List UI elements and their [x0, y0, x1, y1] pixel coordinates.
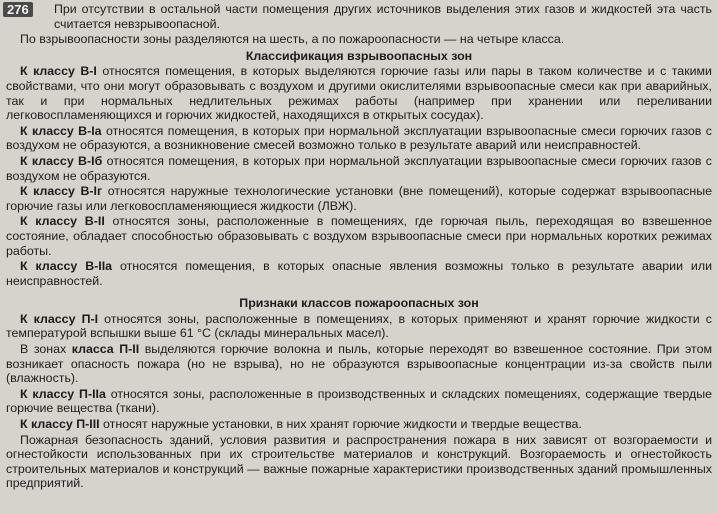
section-heading-fire-zones: Признаки классов пожароопасных зон: [239, 296, 479, 311]
class-paragraph-p2: [6, 342, 712, 386]
class-description: относятся помещения, в которых при нормальной эксплуатации взрывоопасные смеси горючих газов с воздухом не образуются, а возникновение смесей возможно только в результате аварий или неисправностей.: [6, 123, 712, 153]
class-paragraph-v2: [6, 214, 712, 258]
class-term: К классу П-I: [20, 311, 99, 326]
class-paragraph-v1b: [6, 154, 712, 183]
class-term: К классу В-Iб: [20, 153, 103, 168]
section-heading-explosive-zones: Классификация взрывоопасных зон: [245, 48, 473, 63]
intro-paragraph-1: При отсутствии в остальной части помещения других источников выделения этих газов и жидкостей эта часть считается невзрывоопасной.: [54, 2, 712, 31]
class-description: относятся помещения, в которых при нормальной эксплуатации взрывоопасные смеси горючих газов с воздухом не образуются.: [6, 153, 713, 183]
class-paragraph-p2a: [6, 387, 712, 416]
page-number: 276: [3, 2, 33, 17]
class-description: выделяются горючие волокна и пыль, которые переходят во взвешенное состояние. При этом возникает опасность пожара (но не взрыва), но не образуются взрывоопасные концентрации из-за свойств пыли (влажность).: [6, 342, 712, 386]
class-paragraph-v1g: [6, 184, 712, 213]
class-term: К классу В-Iг: [20, 184, 103, 199]
class-paragraph-p3: [6, 417, 712, 432]
class-description: относятся зоны, расположенные в помещениях, в которых применяют и хранят горючие жидкости с температурой вспышки выше 61 °С (склады минеральных масел).: [6, 311, 712, 341]
class-term: К классу В-IIа: [20, 259, 113, 274]
class-description: относятся наружные технологические установки (вне помещений), которые содержат взрывоопасные горючие газы или легковоспламеняющиеся жидкости (ЛВЖ).: [6, 184, 712, 213]
class-paragraph-v1a: [6, 124, 712, 153]
class-paragraph-v2a: [6, 259, 712, 288]
class-description: относятся помещения, в которых выделяются горючие газы или пары в таком количестве и с такими свойствами, что они могут образовывать с воздухом и другими окислителями взрывоопасные смеси как при аварийных, так и при нормальных недлительных режимах работы (например при хранении или переливании легковоспламеняющихся и горючих жидкостей, находящихся в открытых сосудах).: [6, 64, 712, 123]
closing-paragraph: Пожарная безопасность зданий, условия развития и распространения пожара в них зависят от возгораемости и огнестойкости использованных при их строительстве материалов и конструкций. Возгораемость и огнестойкость строительных материалов и конструкций — важные пожарные характеристики производственных зданий промышленных предприятий.: [6, 432, 712, 491]
class-paragraph-p1: [6, 312, 712, 341]
class-term: класса П-II: [71, 342, 140, 357]
class-term: К классу В-II: [20, 214, 105, 229]
class-lead: В зонах: [20, 342, 72, 357]
class-paragraph-v1: [6, 64, 712, 122]
page-text: [6, 2, 712, 491]
class-description: относятся зоны, расположенные в производственных и складских помещениях, содержащие твердые горючие вещества (ткани).: [6, 386, 713, 416]
class-term: К классу П-III: [20, 417, 100, 432]
class-description: относят наружные установки, в них хранят горючие жидкости и твердые вещества.: [99, 417, 582, 432]
intro-paragraph-2: По взрывоопасности зоны разделяются на шесть, а по пожароопасности — на четыре класса.: [20, 32, 565, 47]
class-term: К классу П-IIа: [20, 386, 106, 401]
class-description: относятся зоны, расположенные в помещениях, где горючая пыль, переходящая во взвешенное состояние, обладает способностью образовывать с воздухом взрывоопасные смеси при нормальных коротких режимах работы.: [6, 214, 712, 258]
class-term: К классу В-I: [20, 64, 97, 79]
class-term: К классу В-Iа: [20, 123, 102, 138]
class-description: относятся помещения, в которых опасные явления возможны только в результате аварии или неисправностей.: [6, 259, 712, 288]
